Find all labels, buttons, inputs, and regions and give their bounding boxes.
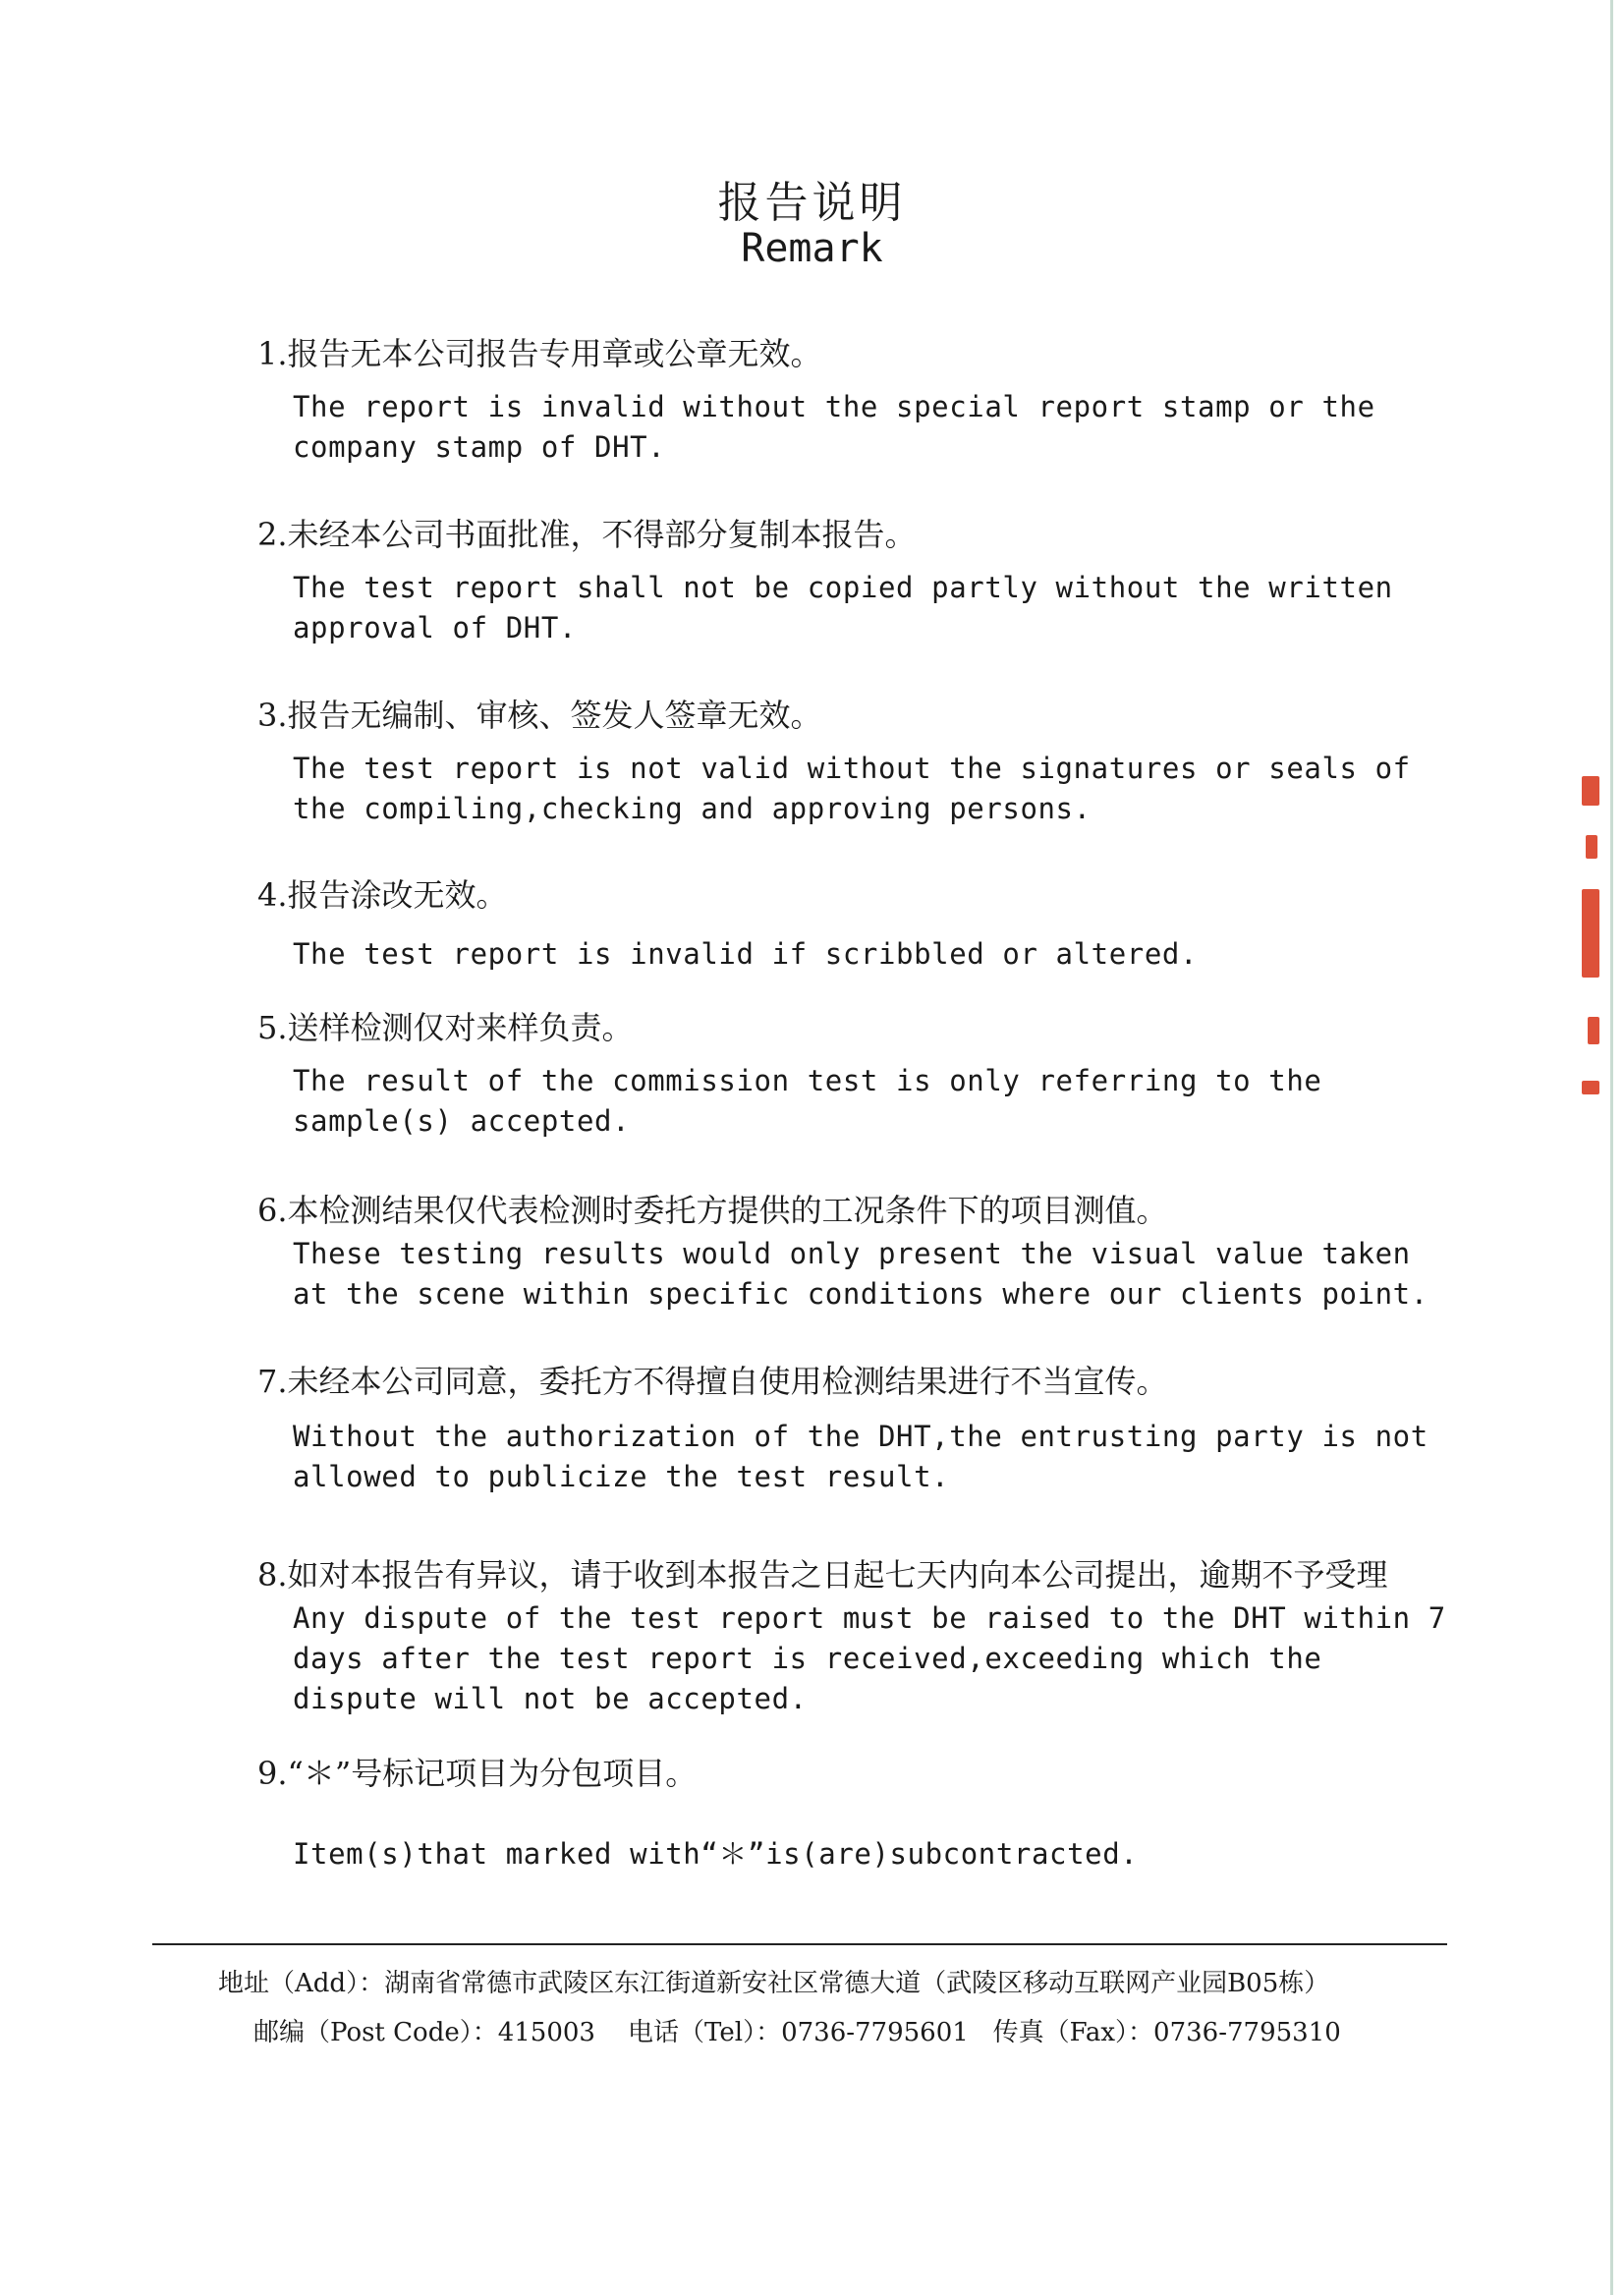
footer-address: 地址（Add）：湖南省常德市武陵区东江街道新安社区常德大道（武陵区移动互联网产业园B05栋） — [218, 1969, 1330, 1998]
item-text-en: Item(s)that marked with“＊”is(are)subcontracted. — [293, 1837, 1139, 1871]
item-text-en: Without the authorization of the DHT,the entrusting party is not allowed to publicize the test result. — [293, 1420, 1428, 1493]
item-text-cn: 报告涂改无效。 — [287, 876, 508, 914]
item-text-cn: 未经本公司书面批准，不得部分复制本报告。 — [287, 516, 917, 553]
item-number: 7. — [257, 1363, 288, 1400]
item-text-en: The result of the commission test is only referring to the sample(s) accepted. — [293, 1064, 1322, 1138]
item-text-en: Any dispute of the test report must be raised to the DHT within 7 days after the test report is received,exceeding which the dispute will not be accepted. — [293, 1601, 1446, 1715]
remark-item-3 — [257, 694, 1456, 829]
remark-item-2 — [257, 513, 1456, 648]
footer-divider — [152, 1943, 1447, 1945]
item-text-en: These testing results would only present the visual value taken at the scene within specific conditions where our clients point. — [293, 1237, 1428, 1311]
item-text-cn: “＊”号标记项目为分包项目。 — [287, 1755, 698, 1792]
item-text-cn: 送样检测仅对来样负责。 — [287, 1009, 634, 1046]
item-number: 6. — [257, 1192, 288, 1229]
item-text-en: The test report is invalid if scribbled or altered. — [293, 937, 1199, 971]
item-number: 9. — [257, 1755, 288, 1792]
item-text-en: The report is invalid without the special report stamp or the company stamp of DHT. — [293, 390, 1375, 464]
remark-item-7 — [257, 1360, 1456, 1497]
remark-item-5 — [257, 1006, 1456, 1142]
item-number: 4. — [257, 876, 288, 914]
item-text-cn: 未经本公司同意，委托方不得擅自使用检测结果进行不当宣传。 — [287, 1363, 1168, 1400]
item-text-cn: 报告无本公司报告专用章或公章无效。 — [287, 335, 822, 372]
remark-item-6 — [257, 1189, 1456, 1315]
remark-item-8 — [257, 1553, 1456, 1719]
remark-item-1 — [257, 332, 1456, 468]
item-text-en: The test report is not valid without the signatures or seals of the compiling,checking and approving persons. — [293, 752, 1411, 825]
item-text-cn: 本检测结果仅代表检测时委托方提供的工况条件下的项目测值。 — [287, 1192, 1168, 1229]
remark-item-9 — [257, 1752, 1456, 1875]
footer-contact: 邮编（Post Code）：415003 电话（Tel）：0736-7795601 传真（Fax）：0736-7795310 — [253, 2018, 1341, 2047]
page-edge-line — [1610, 0, 1613, 2295]
page-title-cn: 报告说明 — [717, 178, 907, 228]
item-number: 3. — [257, 697, 288, 734]
item-number: 2. — [257, 516, 288, 553]
item-number: 8. — [257, 1556, 288, 1594]
remark-item-4 — [257, 873, 1456, 975]
page-title-en: Remark — [741, 226, 883, 271]
item-text-en: The test report shall not be copied partly without the written approval of DHT. — [293, 571, 1393, 644]
item-text-cn: 如对本报告有异议，请于收到本报告之日起七天内向本公司提出，逾期不予受理 — [287, 1556, 1388, 1594]
item-text-cn: 报告无编制、审核、签发人签章无效。 — [287, 697, 822, 734]
item-number: 5. — [257, 1009, 288, 1046]
item-number: 1. — [257, 335, 288, 372]
